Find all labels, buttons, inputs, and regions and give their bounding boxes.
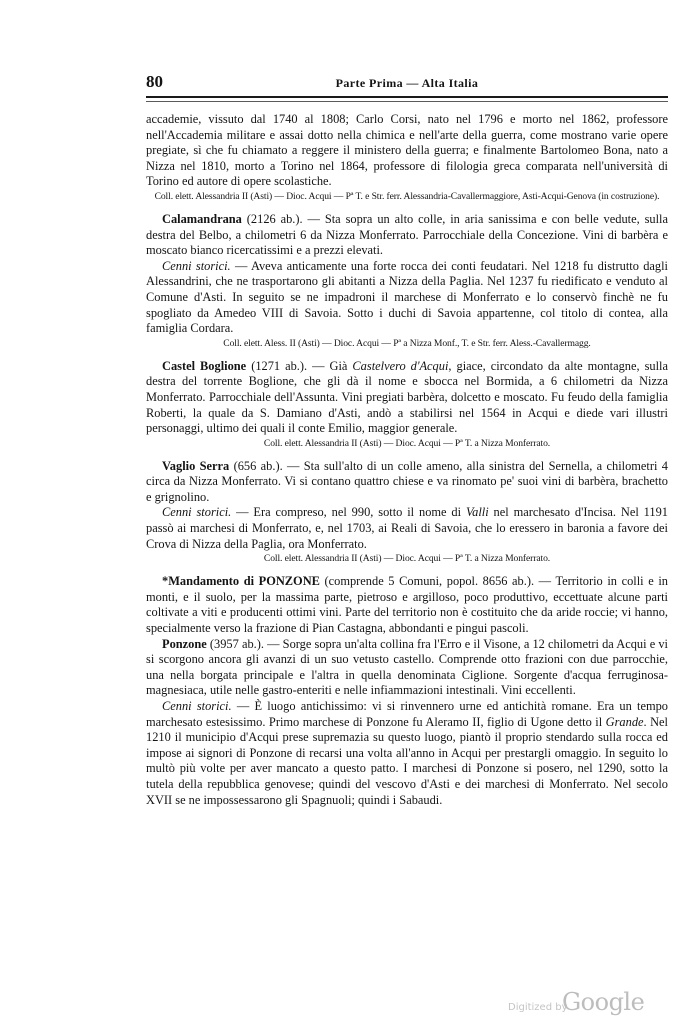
entry-text: (3957 ab.). — Sorge sopra un'alta collina fra l'Erro e il Visone, a 12 chilometri da Acqui e vi si scorgono ancora gli avanzi di un suo vetusto castello. Comprende otto frazioni con due parrocchie, una nella borgata principale e l'altra in quella denominata Ciglione. Sorgente d'acqua ferruginosa-magnesiaca, utile nelle gastro-enteriti e nelle infiammazioni intestinali. Vini eccellenti. (146, 636, 668, 698)
google-logo: Google (562, 988, 645, 1016)
entry-title: Castel Boglione (162, 358, 247, 373)
cenni-text: — È luogo antichissimo: vi si rinvennero urne ed antichità romane. Era un tempo marchesato estesissimo. Primo marchese di Ponzone fu Aleramo II, figlio di Ugone detto il (146, 699, 668, 729)
cenni-label: Cenni storici. (162, 258, 231, 273)
cenni-storici-ponzone (146, 699, 668, 808)
cenni-storici-calamandrana (146, 259, 668, 337)
cenni-text: — Era compreso, nel 990, sotto il nome di (236, 505, 466, 520)
entry-text: (comprende 5 Comuni, popol. 8656 ab.). — Territorio in colli e in monti, e il suolo, per la massima parte, pietroso e argilloso, poco produttivo, eccettuate alcune parti coltivate a viti e producenti ottimi vini. Parte del territorio non è costituito che da aride roccie; vi hanno, specialmente verso la frazione di Pian Castagna, abbondanti e pingui pascoli. (146, 574, 668, 636)
cenni-text: — Aveva anticamente una forte rocca dei conti feudatari. Nel 1218 fu distrutto dagli Alessandrini, che ne trasportarono gli abitanti a Nizza della Paglia. Nel 1237 fu riedificato e venduto al Comune d'Asti. In seguito se ne impadroni il marchese di Monferrato e lo conservò finchè ne fu spogliato da Amedeo VIII di Savoia. Sotto i duchi di Savoia appartenne, col titolo di contea, alla famiglia Cordara. (146, 258, 668, 336)
entry-text: (2126 ab.). — Sta sopra un alto colle, in aria sanissima e con belle vedute, sulla destra del Belbo, a chilometri 6 da Nizza Monferrato. Parrocchiale della Concezione. Vini di barbèra e moscato bianco ricercatissimi e a prezzi elevati. (146, 211, 668, 258)
page-number: 80 (146, 72, 163, 91)
admin-note: Coll. elett. Alessandria II (Asti) — Dioc. Acqui — Pª T. a Nizza Monferrato. (263, 437, 551, 449)
cenni-label: Cenni storici. (162, 505, 232, 520)
digitized-by-label: Digitized by (508, 1002, 568, 1013)
entry-mandamento-ponzone (146, 574, 668, 636)
header-rule (146, 96, 668, 98)
cenni-text-cont: . Nel 1210 il municipio d'Acqui prese supremazia su questo luogo, piantò il proprio stendardo sulla rocca ed impose ai signori di Ponzone di recarsi una volta all'anno in Acqui per prestargli omaggio. In seguito lo multò più volte per aver mancato a questo patto. I marchesi di Ponzone si posero, nel 1290, sotto la tutela della repubblica genovese; quindi del vescovo d'Asti e dei marchesi di Monferrato. Nel secolo XVII se ne impossessarono gli Spagnuoli; quindi i Sabaudi. (146, 714, 668, 807)
entry-vaglio-serra (146, 459, 668, 506)
entry-title: Vaglio Serra (162, 458, 230, 473)
entry-title: *Mandamento di PONZONE (162, 574, 320, 589)
admin-note: Coll. elett. Aless. II (Asti) — Dioc. Acqui — Pª a Nizza Monf., T. e Str. ferr. Aless.-Cavallermagg. (223, 337, 591, 349)
page-header (146, 70, 668, 96)
text-column (146, 112, 668, 808)
cenni-italic: Grande (605, 714, 644, 729)
cenni-italic: Valli (465, 505, 489, 520)
admin-note: Coll. elett. Alessandria II (Asti) — Dioc. Acqui — Pª T. a Nizza Monferrato. (263, 553, 551, 565)
entry-text: (1271 ab.). — Già (251, 358, 353, 373)
paragraph-continued: accademie, vissuto dal 1740 al 1808; Carlo Corsi, nato nel 1796 e morto nel 1862, professore nell'Accademia militare e assai dotto nella chimica e nell'arte della guerra, come mostrano varie opere pregiate, sì che fu chiamato a reggere il ministero della guerra; e finalmente Bartolomeo Bona, nato a Nizza nel 1810, morto a Torino nel 1864, professore di filologia greca comparata nell'università di Torino ed autore di opere scolastiche. (146, 112, 668, 189)
entry-calamandrana (146, 212, 668, 259)
entry-title: Calamandrana (162, 211, 242, 226)
entry-castel-boglione (146, 359, 668, 437)
running-title: Parte Prima — Alta Italia (335, 76, 479, 90)
entry-ponzone (146, 637, 668, 699)
entry-text-cont: , giace, circondato da alte montagne, sulla destra del torrente Boglione, che gli dà il nome e sbocca nel Bormida, a 6 chilometri da Nizza Monferrato. Parrocchiale dell'Assunta. Vini pregiati barbèra, dolcetto e moscato. Fu feudo della famiglia Roberti, la quale da S. Damiano d'Asti, andò a stabilirsi nel 1564 in Acqui e diede vari illustri personaggi, ultimo dei quali il conte Emilio, maggior generale. (146, 358, 668, 436)
header-rule-thin (146, 101, 668, 102)
digitized-watermark (508, 990, 648, 1020)
cenni-storici-vaglio-serra (146, 505, 668, 552)
admin-note: Coll. elett. Alessandria II (Asti) — Dioc. Acqui — Pª T. e Str. ferr. Alessandria-Cavallermaggiore, Asti-Acqui-Genova (in costruzione). (154, 190, 660, 202)
cenni-text-cont: nel marchesato d'Incisa. Nel 1191 passò ai marchesi di Monferrato, e, nel 1703, ai Reali di Savoia, che lo eressero in baronia a favore dei Crova di Nizza della Paglia, ora Monferrato. (146, 505, 668, 551)
entry-italic: Castelvero d'Acqui (352, 358, 449, 373)
entry-text: (656 ab.). — Sta sull'alto di un colle ameno, alla sinistra del Sernella, a chilometri 4 circa da Nizza Monferrato. Vi si contano quattro chiese e va rinomato pe' suoi vini di barbèra, brachetto e grignolino. (146, 458, 668, 504)
cenni-label: Cenni storici. (162, 699, 232, 713)
entry-title: Ponzone (162, 636, 207, 651)
